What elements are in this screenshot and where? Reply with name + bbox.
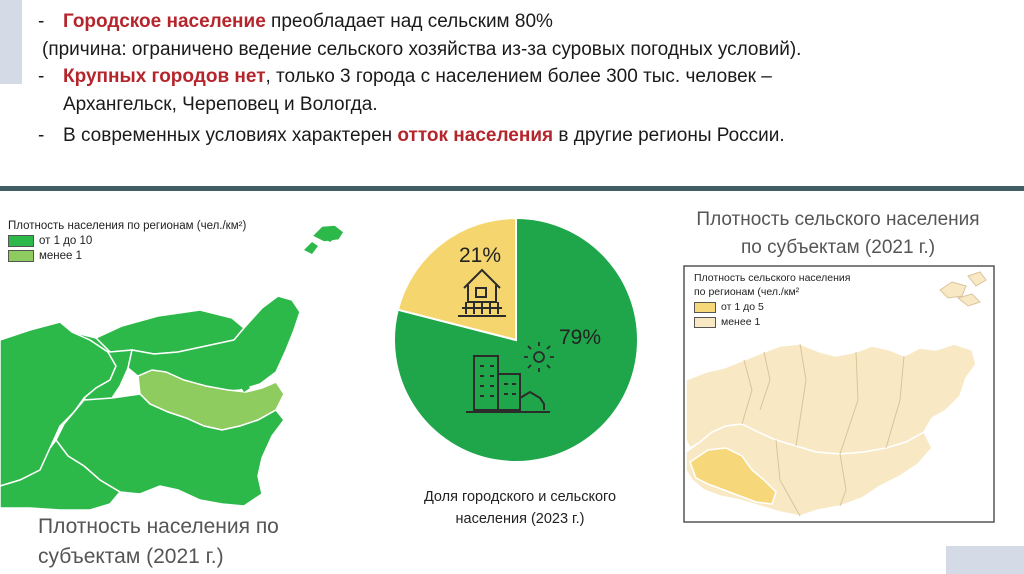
right-map-legend	[694, 272, 851, 328]
legend-swatch-rural-dense	[694, 302, 716, 313]
bullet-2-continuation: Архангельск, Череповец и Вологда.	[63, 93, 378, 115]
left-caption-line-2: субъектам (2021 г.)	[38, 545, 224, 568]
bullet-1-continuation: (причина: ограничено ведение сельского хозяйства из-за суровых погодных условий).	[42, 38, 802, 60]
no-big-cities-highlight: Крупных городов нет	[63, 66, 266, 87]
legend-swatch-rural-sparse	[694, 317, 716, 328]
outflow-highlight: отток населения	[397, 125, 554, 146]
bullet-2-text: , только 3 города с населением более 300 тыс. человек –	[265, 66, 772, 87]
urban-population-highlight: Городское население	[63, 11, 266, 32]
bullet-1-dash: -	[38, 11, 45, 32]
pie-label-urban: 79%	[558, 326, 602, 349]
left-caption-line-1: Плотность населения по	[38, 515, 279, 538]
bullet-2-dash: -	[38, 66, 45, 87]
bullet-1-text: преобладает над сельским 80%	[265, 11, 553, 32]
right-title-line-2: по субъектам (2021 г.)	[740, 237, 936, 258]
right-legend-row-2	[694, 316, 851, 328]
right-legend-row-1	[694, 301, 851, 313]
right-legend-label-2: менее 1	[721, 316, 761, 328]
left-legend-label-2: менее 1	[39, 250, 83, 262]
left-legend-title: Плотность населения по регионам (чел./км²)	[8, 220, 247, 232]
right-legend-title-2: по регионам (чел./км²	[694, 286, 800, 298]
bullet-3-text-pre: В современных условиях характерен	[63, 125, 398, 146]
left-legend-label-1: от 1 до 10	[39, 235, 93, 247]
pie-label-rural: 21%	[458, 244, 502, 267]
bullet-3-dash: -	[38, 125, 45, 146]
right-legend-title-1: Плотность сельского населения	[694, 272, 851, 284]
pie-caption: Доля городского и сельского населения (2023 г.)	[423, 489, 617, 527]
right-legend-label-1: от 1 до 5	[721, 301, 764, 313]
right-title-line-1: Плотность сельского населения	[696, 209, 980, 230]
bullet-3-text-post: в другие регионы России.	[553, 125, 785, 146]
